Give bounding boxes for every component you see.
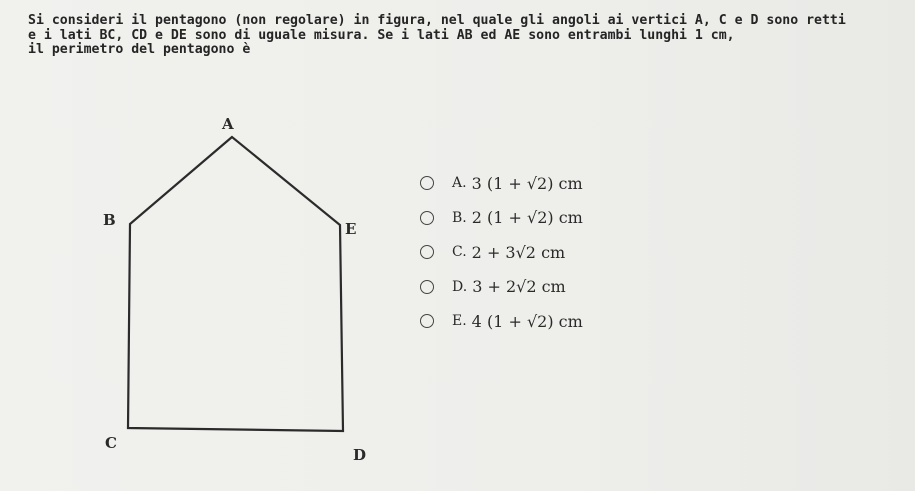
- radio-button[interactable]: [420, 176, 434, 190]
- vertex-label-e: E: [345, 220, 357, 238]
- vertex-label-c: C: [105, 434, 117, 452]
- pentagon-shape: [128, 137, 343, 431]
- option-expression: 4 (1 + √2) cm: [471, 311, 583, 331]
- option-letter: D.: [452, 278, 468, 295]
- option-expression: 3 (1 + √2) cm: [471, 173, 583, 193]
- answer-option-d[interactable]: [420, 270, 740, 305]
- option-letter: A.: [452, 175, 467, 192]
- option-letter: B.: [452, 209, 467, 226]
- radio-button[interactable]: [420, 314, 434, 328]
- option-expression: 2 (1 + √2) cm: [471, 208, 583, 228]
- answer-option-b[interactable]: [420, 201, 740, 236]
- option-expression: 3 + 2√2 cm: [472, 277, 566, 297]
- answer-option-e[interactable]: [420, 304, 740, 339]
- option-letter: C.: [452, 244, 467, 261]
- option-expression: 2 + 3√2 cm: [471, 242, 566, 262]
- radio-button[interactable]: [420, 211, 434, 225]
- radio-button[interactable]: [420, 245, 434, 259]
- option-letter: E.: [452, 313, 467, 330]
- question-line-1: Si consideri il pentagono (non regolare) in figura, nel quale gli angoli ai vertici A, C e D sono retti: [28, 13, 846, 28]
- answer-option-a[interactable]: [420, 166, 740, 201]
- vertex-label-a: A: [222, 115, 234, 133]
- question-line-2: e i lati BC, CD e DE sono di uguale misura. Se i lati AB ed AE sono entrambi lunghi 1 cm,: [28, 27, 735, 43]
- vertex-label-d: D: [353, 446, 367, 464]
- answer-option-c[interactable]: [420, 235, 740, 270]
- question-line-3: il perimetro del pentagono è: [28, 42, 251, 57]
- vertex-label-b: B: [103, 211, 116, 229]
- radio-button[interactable]: [420, 280, 434, 294]
- answer-options: [420, 166, 740, 339]
